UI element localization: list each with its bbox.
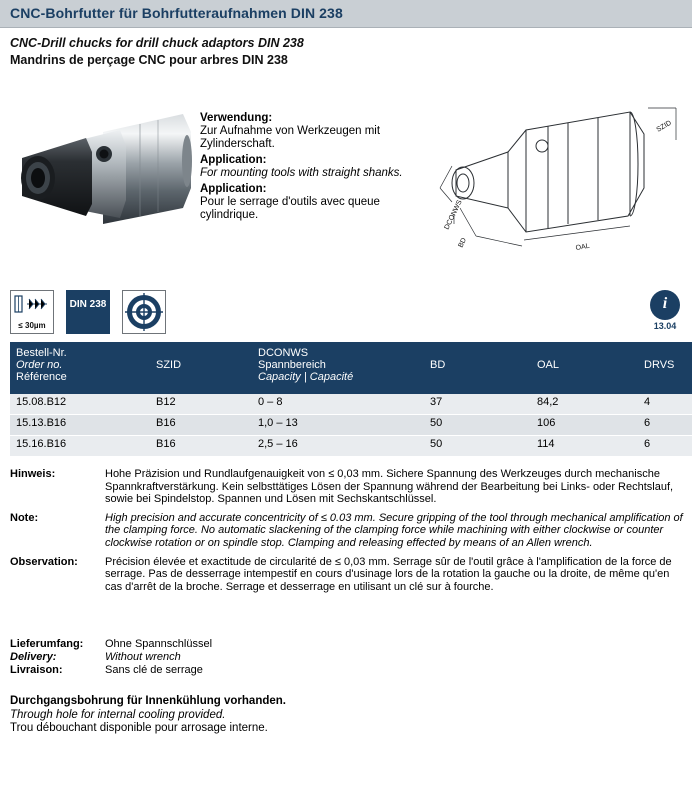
footer-note-de: Durchgangsbohrung für Innenkühlung vorhanden. — [10, 695, 286, 707]
description-text-fr: Pour le serrage d'outils avec queue cylindrique. — [200, 196, 380, 221]
cell-drvs: 6 — [638, 415, 692, 436]
cell-bd: 50 — [424, 415, 531, 436]
note-label-en: Note: — [10, 511, 39, 524]
table-header-oal — [531, 342, 638, 394]
din-standard-icon — [66, 290, 110, 334]
din-line-1: DIN — [69, 299, 87, 310]
description-block — [200, 112, 425, 225]
cell-oal: 106 — [531, 415, 638, 436]
cell-order-no: 15.08.B12 — [10, 394, 150, 415]
note-label-fr: Observation: — [10, 555, 78, 568]
table-header-bd — [424, 342, 531, 394]
table-row[interactable] — [10, 436, 692, 457]
info-glyph: i — [662, 295, 668, 312]
header-dconws-de: Spannbereich — [258, 359, 326, 371]
description-text-en: For mounting tools with straight shanks. — [200, 167, 403, 179]
technical-drawing — [430, 90, 688, 270]
footer-note-block — [10, 695, 510, 736]
delivery-value-de: Ohne Spannschlüssel — [105, 638, 213, 650]
cell-szid: B12 — [150, 394, 252, 415]
product-table — [10, 342, 692, 457]
delivery-row-de — [10, 638, 410, 651]
cell-drvs: 4 — [638, 394, 692, 415]
table-row[interactable] — [10, 415, 692, 436]
header-dconws-enfr: Capacity | Capacité — [258, 371, 354, 383]
info-badge[interactable] — [648, 290, 682, 334]
note-text-fr: Précision élevée et exactitude de circularité de ≤ 0,03 mm. Serrage sûr de l'outil grâce à l'amplification de la force de serrage. Pas de desserrage intempestif en cours d'usinage lors de la rotation la gauche ou la droite, de même qu'en cas d'arrêt de la broche. Serrage et desserrage en utilisant un clé sur à fourche. — [105, 555, 672, 593]
table-header-drvs — [638, 342, 692, 394]
note-row-en — [10, 512, 688, 550]
dim-label-szid: SZID — [655, 119, 673, 134]
table-header-dconws — [252, 342, 424, 394]
din-line-2: 238 — [89, 299, 107, 310]
note-text-de: Hohe Präzision und Rundlaufgenauigkeit von ≤ 0,03 mm. Sichere Spannung des Werkzeuges durch mechanische Spannkraftverstärkung. Kein selbsttätiges Lösen der Spannung während der Bearbeitung bei Links- oder Rechtslauf, sowie bei Spindelstop. Spannen und Lösen mit Sechskantschlüssel. — [105, 468, 674, 506]
header-de: Bestell-Nr. — [16, 347, 67, 359]
subtitle-french: Mandrins de perçage CNC pour arbres DIN 238 — [10, 53, 288, 67]
header-oal-label: OAL — [537, 359, 560, 371]
table-row[interactable] — [10, 394, 692, 415]
product-photo — [8, 92, 193, 242]
runout-accuracy-caption: ≤ 30µm — [18, 321, 46, 330]
cell-capacity: 0 – 8 — [252, 394, 424, 415]
table-header-order-no — [10, 342, 150, 394]
delivery-label-de: Lieferumfang: — [10, 638, 84, 650]
delivery-label-en: Delivery: — [10, 651, 57, 663]
runout-accuracy-icon — [10, 290, 54, 334]
cell-capacity: 1,0 – 13 — [252, 415, 424, 436]
note-row-de — [10, 468, 688, 506]
info-icon — [650, 290, 680, 320]
info-code: 13.04 — [653, 321, 677, 331]
delivery-label-fr: Livraison: — [10, 664, 63, 676]
dim-label-dconws: DCONWS — [443, 199, 464, 231]
description-text-de: Zur Aufnahme von Werkzeugen mit Zylinderschaft. — [200, 125, 381, 150]
header-drvs-label: DRVS — [644, 359, 675, 371]
description-label-de: Verwendung: — [200, 112, 273, 124]
notes-block — [10, 468, 688, 599]
cell-drvs: 6 — [638, 436, 692, 457]
cell-order-no: 15.16.B16 — [10, 436, 150, 457]
table-header-szid — [150, 342, 252, 394]
cell-capacity: 2,5 – 16 — [252, 436, 424, 457]
concentricity-icon — [122, 290, 166, 334]
cell-bd: 37 — [424, 394, 531, 415]
footer-note-en: Through hole for internal cooling provided. — [10, 708, 226, 721]
delivery-value-fr: Sans clé de serrage — [105, 664, 203, 676]
delivery-row-fr — [10, 664, 410, 677]
delivery-block — [10, 638, 410, 677]
note-row-fr — [10, 556, 688, 594]
cell-bd: 50 — [424, 436, 531, 457]
page-title: CNC-Bohrfutter für Bohrfutteraufnahmen DIN 238 — [10, 5, 343, 21]
header-bd-label: BD — [430, 359, 446, 371]
dim-label-oal: OAL — [575, 242, 591, 252]
delivery-row-en — [10, 651, 410, 664]
table-header-row — [10, 342, 692, 394]
cell-order-no: 15.13.B16 — [10, 415, 150, 436]
header-fr: Référence — [16, 371, 67, 383]
footer-note-fr: Trou débouchant disponible pour arrosage interne. — [10, 722, 268, 734]
cell-oal: 84,2 — [531, 394, 638, 415]
cell-oal: 114 — [531, 436, 638, 457]
subtitle-english: CNC-Drill chucks for drill chuck adaptors DIN 238 — [10, 36, 304, 50]
description-label-en: Application: — [200, 154, 267, 166]
note-text-en: High precision and accurate concentricity of ≤ 0.03 mm. Secure gripping of the tool through mechanical amplification of the clamping force. No automatic slackening of the clamping force while machining with either clockwise or counter clockwise rotation or on spindle stop. Clamping and releasing effected by means of an Allen wrench. — [105, 511, 683, 549]
dim-label-bd: BD — [457, 237, 469, 249]
header-en: Order no. — [16, 359, 63, 371]
description-label-fr: Application: — [200, 183, 267, 195]
header-dconws-code: DCONWS — [258, 347, 309, 359]
cell-szid: B16 — [150, 436, 252, 457]
delivery-value-en: Without wrench — [105, 651, 181, 663]
note-label-de: Hinweis: — [10, 468, 56, 480]
cell-szid: B16 — [150, 415, 252, 436]
header-szid-label: SZID — [156, 359, 182, 371]
